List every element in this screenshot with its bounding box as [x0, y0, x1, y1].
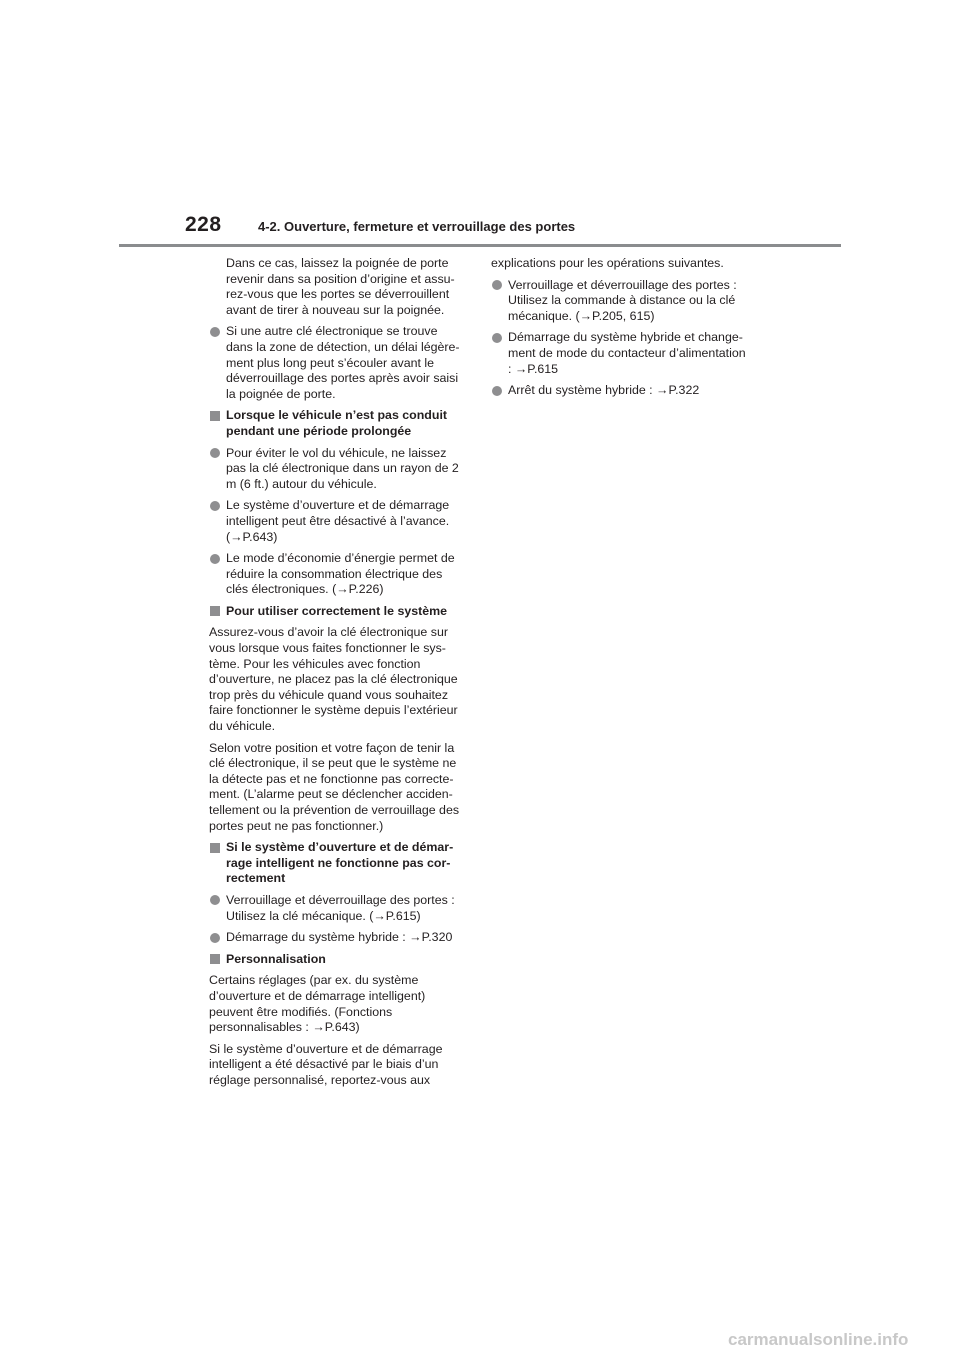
list-item-text: Verrouillage et déverrouillage des portes : Utilisez la commande à distance ou la clé mécanique. (→P.205, 615) — [508, 277, 737, 323]
heading-text: Pour utiliser correctement le système — [226, 603, 448, 618]
heading-square-icon — [210, 606, 220, 616]
list-item — [209, 324, 467, 402]
list-item — [209, 930, 467, 946]
heading-text: Si le système d’ouverture et de démar-rage intelligent ne fonctionne pas cor-rectement — [226, 840, 454, 886]
list-item-text: Pour éviter le vol du véhicule, ne laissez pas la clé électronique dans un rayon de 2 m (6 ft.) autour du véhicule. — [226, 445, 459, 491]
heading-square-icon — [210, 411, 220, 421]
bullet-circle-icon — [210, 327, 220, 337]
list-item — [491, 383, 749, 399]
body-paragraph: Si le système d’ouverture et de démarrage intelligent a été désactivé par le biais d’un réglage personnalisé, reportez-vous aux — [209, 1041, 443, 1087]
list-item-text: Démarrage du système hybride et change-ment de mode du contacteur d’alimentation : →P.615 — [508, 330, 746, 376]
bullet-circle-icon — [210, 554, 220, 564]
list-item — [209, 551, 467, 598]
list-item — [209, 446, 467, 493]
body-paragraph: Certains réglages (par ex. du système d’ouverture et de démarrage intelligent) peuvent être modifiés. (Fonctions personnalisables : →P.643) — [209, 973, 426, 1035]
bullet-circle-icon — [210, 933, 220, 943]
list-item-text: Démarrage du système hybride : →P.320 — [226, 930, 453, 945]
body-paragraph: Assurez-vous d’avoir la clé électronique sur vous lorsque vous faites fonctionner le sys-tème. Pour les véhicules avec fonction d’ouverture, ne placez pas la clé électronique trop près du véhicule quand vous souhaitez faire fonctionner le système depuis l’extérieur du véhicule. — [209, 625, 458, 734]
list-item-text: Le système d’ouverture et de démarrage intelligent peut être désactivé à l’avance. (→P.643) — [226, 498, 450, 544]
right-column — [491, 256, 749, 405]
list-item — [491, 278, 749, 325]
bullet-circle-icon — [492, 333, 502, 343]
bullet-circle-icon — [492, 386, 502, 396]
list-item — [491, 330, 749, 377]
continuation-paragraph: explications pour les opérations suivantes. — [491, 256, 724, 270]
list-item-text: Arrêt du système hybride : →P.322 — [508, 383, 700, 398]
list-item-text: Le mode d’économie d’énergie permet de réduire la consommation électrique des clés électroniques. (→P.226) — [226, 551, 455, 597]
heading-text: Personnalisation — [226, 951, 326, 966]
section-title: 4-2. Ouverture, fermeture et verrouillage des portes — [258, 219, 576, 234]
header-rule — [119, 244, 841, 247]
bullet-circle-icon — [492, 280, 502, 290]
list-item-text: Verrouillage et déverrouillage des portes : Utilisez la clé mécanique. (→P.615) — [226, 892, 455, 923]
heading-text: Lorsque le véhicule n’est pas conduit pendant une période prolongée — [226, 408, 448, 438]
heading-square-icon — [210, 954, 220, 964]
list-item-text: Si une autre clé électronique se trouve dans la zone de détection, un délai légère-ment plus long peut s’écouler avant le déverrouillage des portes après avoir saisi la poignée de porte. — [226, 324, 460, 401]
intro-paragraph: Dans ce cas, laissez la poignée de porte revenir dans sa position d’origine et assu-rez-vous que les portes se déverrouillent avant de tirer à nouveau sur la poignée. — [226, 256, 455, 317]
left-column — [209, 256, 467, 1095]
list-item — [209, 893, 467, 924]
heading-square-icon — [210, 843, 220, 853]
page-number: 228 — [185, 213, 222, 236]
bullet-circle-icon — [210, 895, 220, 905]
subsection-heading — [209, 408, 467, 439]
body-paragraph: Selon votre position et votre façon de tenir la clé électronique, il se peut que le système ne la détecte pas et ne fonctionne pas correcte-ment. (L’alarme peut se déclencher acciden-tellement ou la prévention de verrouillage des portes peut ne pas fonctionner.) — [209, 740, 460, 833]
bullet-circle-icon — [210, 501, 220, 511]
list-item — [209, 498, 467, 545]
bullet-circle-icon — [210, 448, 220, 458]
watermark: carmanualsonline.info — [728, 1330, 909, 1349]
subsection-heading — [209, 604, 467, 620]
subsection-heading — [209, 840, 467, 887]
subsection-heading — [209, 952, 467, 968]
